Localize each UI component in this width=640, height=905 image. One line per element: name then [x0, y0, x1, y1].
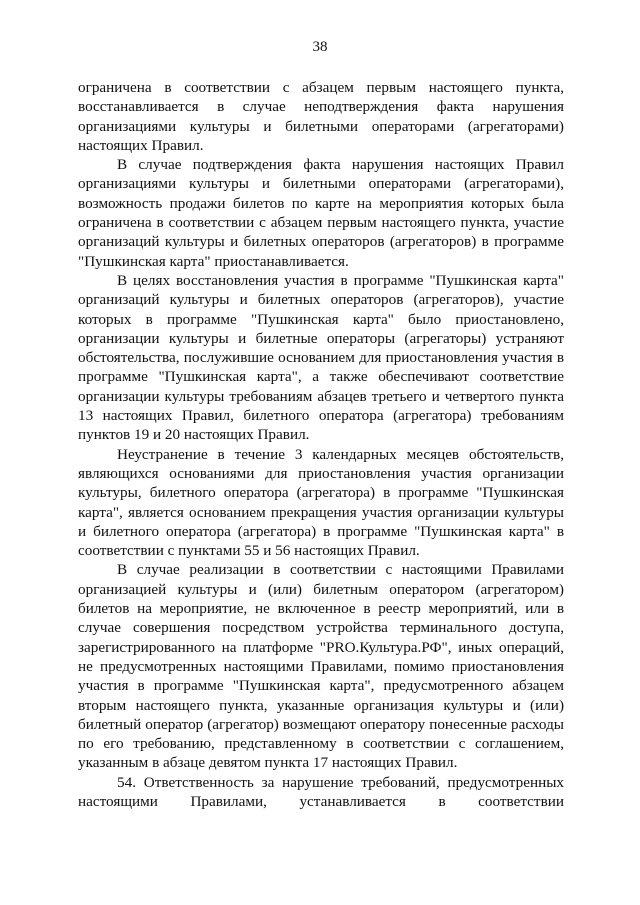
document-body — [78, 78, 564, 811]
paragraph-item-54: 54. Ответственность за нарушение требований, предусмотренных настоящими Правилами, устанавливается в соответствии — [78, 773, 564, 810]
paragraph-continuation: ограничена в соответствии с абзацем первым настоящего пункта, восстанавливается в случае неподтверждения факта нарушения организациями культуры и билетными операторами (агрегаторами) настоящих Правил. — [78, 79, 564, 154]
paragraph-compensation: В случае реализации в соответствии с настоящими Правилами организацией культуры и (или) билетным оператором (агрегатором) билетов на мероприятие, не включенное в реестр мероприятий, или в случае совершения посредством устройства терминального доступа, зарегистрированного на платформе "PRO.Культура.РФ", иных операций, не предусмотренных настоящими Правилами, помимо приостановления участия в программе "Пушкинская карта", предусмотренного абзацем вторым настоящего пункта, указанные организация культуры и (или) билетный оператор (агрегатор) возмещают оператору понесенные расходы по его требованию, представленному в соответствии с соглашением, указанным в абзаце девятом пункта 17 настоящих Правил. — [78, 561, 564, 772]
page-number: 38 — [312, 39, 328, 55]
paragraph-suspension: В случае подтверждения факта нарушения настоящих Правил организациями культуры и билетными операторами (агрегаторами), возможность продажи билетов по карте на мероприятия которых была ограничена в соответствии с абзацем первым настоящего пункта, участие организаций культуры и билетных операторов (агрегаторов) в программе "Пушкинская карта" приостанавливается. — [78, 156, 564, 270]
paragraph-termination: Неустранение в течение 3 календарных месяцев обстоятельств, являющихся основаниями для приостановления участия организации культуры, билетного оператора (агрегатора) в программе "Пушкинская карта", является основанием прекращения участия организации культуры и билетного оператора (агрегатора) в программе "Пушкинская карта" в соответствии с пунктами 55 и 56 настоящих Правил. — [78, 445, 564, 560]
paragraph-restoration: В целях восстановления участия в программе "Пушкинская карта" организаций культуры и билетных операторов (агрегаторов), участие которых в программе "Пушкинская карта" было приостановлено, организации культуры и билетные операторы (агрегаторы) устраняют обстоятельства, послужившие основанием для приостановления участия в программе "Пушкинская карта", а также обеспечивают соответствие организации культуры требованиям абзацев третьего и четвертого пункта 13 настоящих Правил, билетного оператора (агрегатора) требованиям пунктов 19 и 20 настоящих Правил. — [78, 271, 564, 444]
